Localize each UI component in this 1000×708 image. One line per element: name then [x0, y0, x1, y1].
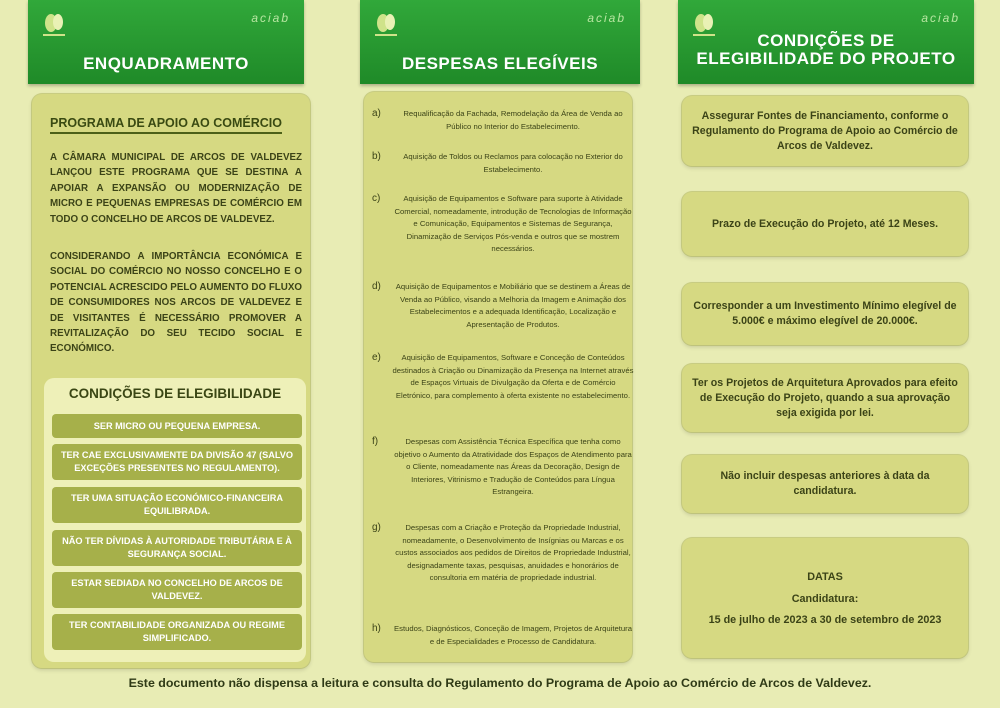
eligibility-item: SER MICRO OU PEQUENA EMPRESA. — [52, 414, 302, 438]
column-despesas — [358, 0, 658, 670]
brand-text: aciab — [587, 11, 626, 25]
dates-card — [682, 538, 968, 658]
condition-card: Corresponder a um Investimento Mínimo elegível de 5.000€ e máximo elegível de 20.000€. — [682, 283, 968, 345]
condition-card: Prazo de Execução do Projeto, até 12 Meses. — [682, 192, 968, 256]
footer-disclaimer: Este documento não dispensa a leitura e consulta do Regulamento do Programa de Apoio ao Comércio de Arcos de Valdevez. — [128, 676, 872, 690]
condition-card: Ter os Projetos de Arquitetura Aprovados para efeito de Execução do Projeto, quando a sua aprovação seja exigida por lei. — [682, 364, 968, 432]
item-letter: a) — [372, 108, 381, 119]
section-title: ENQUADRAMENTO — [83, 54, 249, 73]
section-title-line1: CONDIÇÕES DE — [757, 31, 895, 50]
header-enquadramento — [28, 0, 304, 84]
dates-title: DATAS — [807, 571, 843, 583]
column-condicoes — [678, 0, 978, 670]
section-title — [678, 32, 974, 68]
column-enquadramento — [28, 0, 328, 670]
enquadramento-panel — [32, 94, 310, 668]
brand-text: aciab — [921, 11, 960, 25]
intro-paragraph: A CÂMARA MUNICIPAL DE ARCOS DE VALDEVEZ LANÇOU ESTE PROGRAMA QUE SE DESTINA A APOIAR A EXPANSÃO OU MODERNIZAÇÃO DE MICRO E PEQUENAS EMPRESAS DE COMÉRCIO EM TODO O CONCELHO DE ARCOS DE VALDEVEZ. — [50, 152, 302, 225]
eligibility-item: TER CONTABILIDADE ORGANIZADA OU REGIME SIMPLIFICADO. — [52, 614, 302, 650]
eligibility-title: CONDIÇÕES DE ELEGIBILIDADE — [68, 386, 282, 401]
eligibility-item: TER UMA SITUAÇÃO ECONÓMICO-FINANCEIRA EQUILIBRADA. — [52, 487, 302, 523]
item-text: Aquisição de Equipamentos e Software para suporte à Atividade Comercial, nomeadamente, introdução de Tecnologias de Informação e Comunicação, Equipamentos e Sistemas de Segurança, Dinamização de Serviços Pós-venda e outros que se mostrem necessários. — [394, 194, 632, 254]
item-letter: d) — [372, 281, 381, 292]
despesas-panel — [364, 92, 632, 662]
item-text: Aquisição de Toldos ou Reclamos para colocação no Exterior do Estabelecimento. — [403, 152, 623, 174]
eligibility-item: NÃO TER DÍVIDAS À AUTORIDADE TRIBUTÁRIA E À SEGURANÇA SOCIAL. — [52, 530, 302, 566]
item-text: Aquisição de Equipamentos, Software e Conceção de Conteúdos destinados à Criação ou Dinamização da Presença na Internet através de Espaços Virtuais de Divulgação da Oferta e de Comércio Eletrónico, para complemento à oferta existente no estabelecimento. — [392, 353, 634, 400]
eligibility-item: ESTAR SEDIADA NO CONCELHO DE ARCOS DE VALDEVEZ. — [52, 572, 302, 608]
eligibility-box — [44, 378, 306, 662]
brand-text: aciab — [251, 11, 290, 25]
item-letter: g) — [372, 522, 381, 533]
item-letter: h) — [372, 623, 381, 634]
logo-icon — [372, 10, 400, 40]
dates-range: 15 de julho de 2023 a 30 de setembro de 2023 — [708, 614, 942, 626]
section-title-line2: ELEGIBILIDADE DO PROJETO — [696, 49, 956, 68]
item-letter: f) — [372, 436, 379, 447]
header-condicoes — [678, 0, 974, 84]
header-despesas — [360, 0, 640, 84]
item-text: Despesas com a Criação e Proteção da Propriedade Industrial, nomeadamente, o Desenvolvimento de Insígnias ou Marcas e os custos associados aos pedidos de Direitos de Propriedade Industrial, designadamente taxas, pesquisas, anuidades e honorários de consultoria em matéria de propriedade industrial. — [395, 523, 631, 583]
item-text: Despesas com Assistência Técnica Específica que tenha como objetivo o Aumento da Atratividade dos Espaços de Atendimento para o Cliente, nomeadamente nas Áreas da Decoração, Design de Interiores, Vitrinismo e Tradução de Conteúdos para Língua Estrangeira. — [394, 437, 632, 497]
program-title: PROGRAMA DE APOIO AO COMÉRCIO — [50, 116, 282, 134]
context-paragraph: CONSIDERANDO A IMPORTÂNCIA ECONÓMICA E SOCIAL DO COMÉRCIO NO NOSSO CONCELHO E O POTENCIAL ACRESCIDO PELO AUMENTO DO FLUXO DE CONSUMIDORES NOS ARCOS DE VALDEVEZ E DE VISITANTES É NECESSÁRIO PROMOVER A REVITALIZAÇÃO DO SEU TECIDO SOCIAL E ECONÓMICO. — [50, 251, 303, 355]
item-text: Requalificação da Fachada, Remodelação da Área de Venda ao Público no Interior do Estabelecimento. — [403, 109, 623, 131]
item-text: Estudos, Diagnósticos, Conceção de Imagem, Projetos de Arquitetura e de Especialidades e Processo de Candidatura. — [393, 624, 632, 646]
eligibility-item: TER CAE EXCLUSIVAMENTE DA DIVISÃO 47 (SALVO EXCEÇÕES PRESENTES NO REGULAMENTO). — [52, 444, 302, 480]
item-letter: e) — [372, 352, 381, 363]
section-title: DESPESAS ELEGÍVEIS — [401, 54, 599, 73]
condition-card: Não incluir despesas anteriores à data da candidatura. — [682, 455, 968, 513]
logo-icon — [40, 10, 68, 40]
item-text: Aquisição de Equipamentos e Mobiliário que se destinem a Áreas de Venda ao Público, visando a Melhoria da Imagem e Animação dos Estabelecimentos e a adequada Identificação, Localização e Apresentação de Produtos. — [395, 282, 631, 329]
item-letter: b) — [372, 151, 381, 162]
item-letter: c) — [372, 193, 381, 204]
dates-subtitle: Candidatura: — [791, 593, 859, 605]
condition-card: Assegurar Fontes de Financiamento, conforme o Regulamento do Programa de Apoio ao Comércio de Arcos de Valdevez. — [682, 96, 968, 166]
